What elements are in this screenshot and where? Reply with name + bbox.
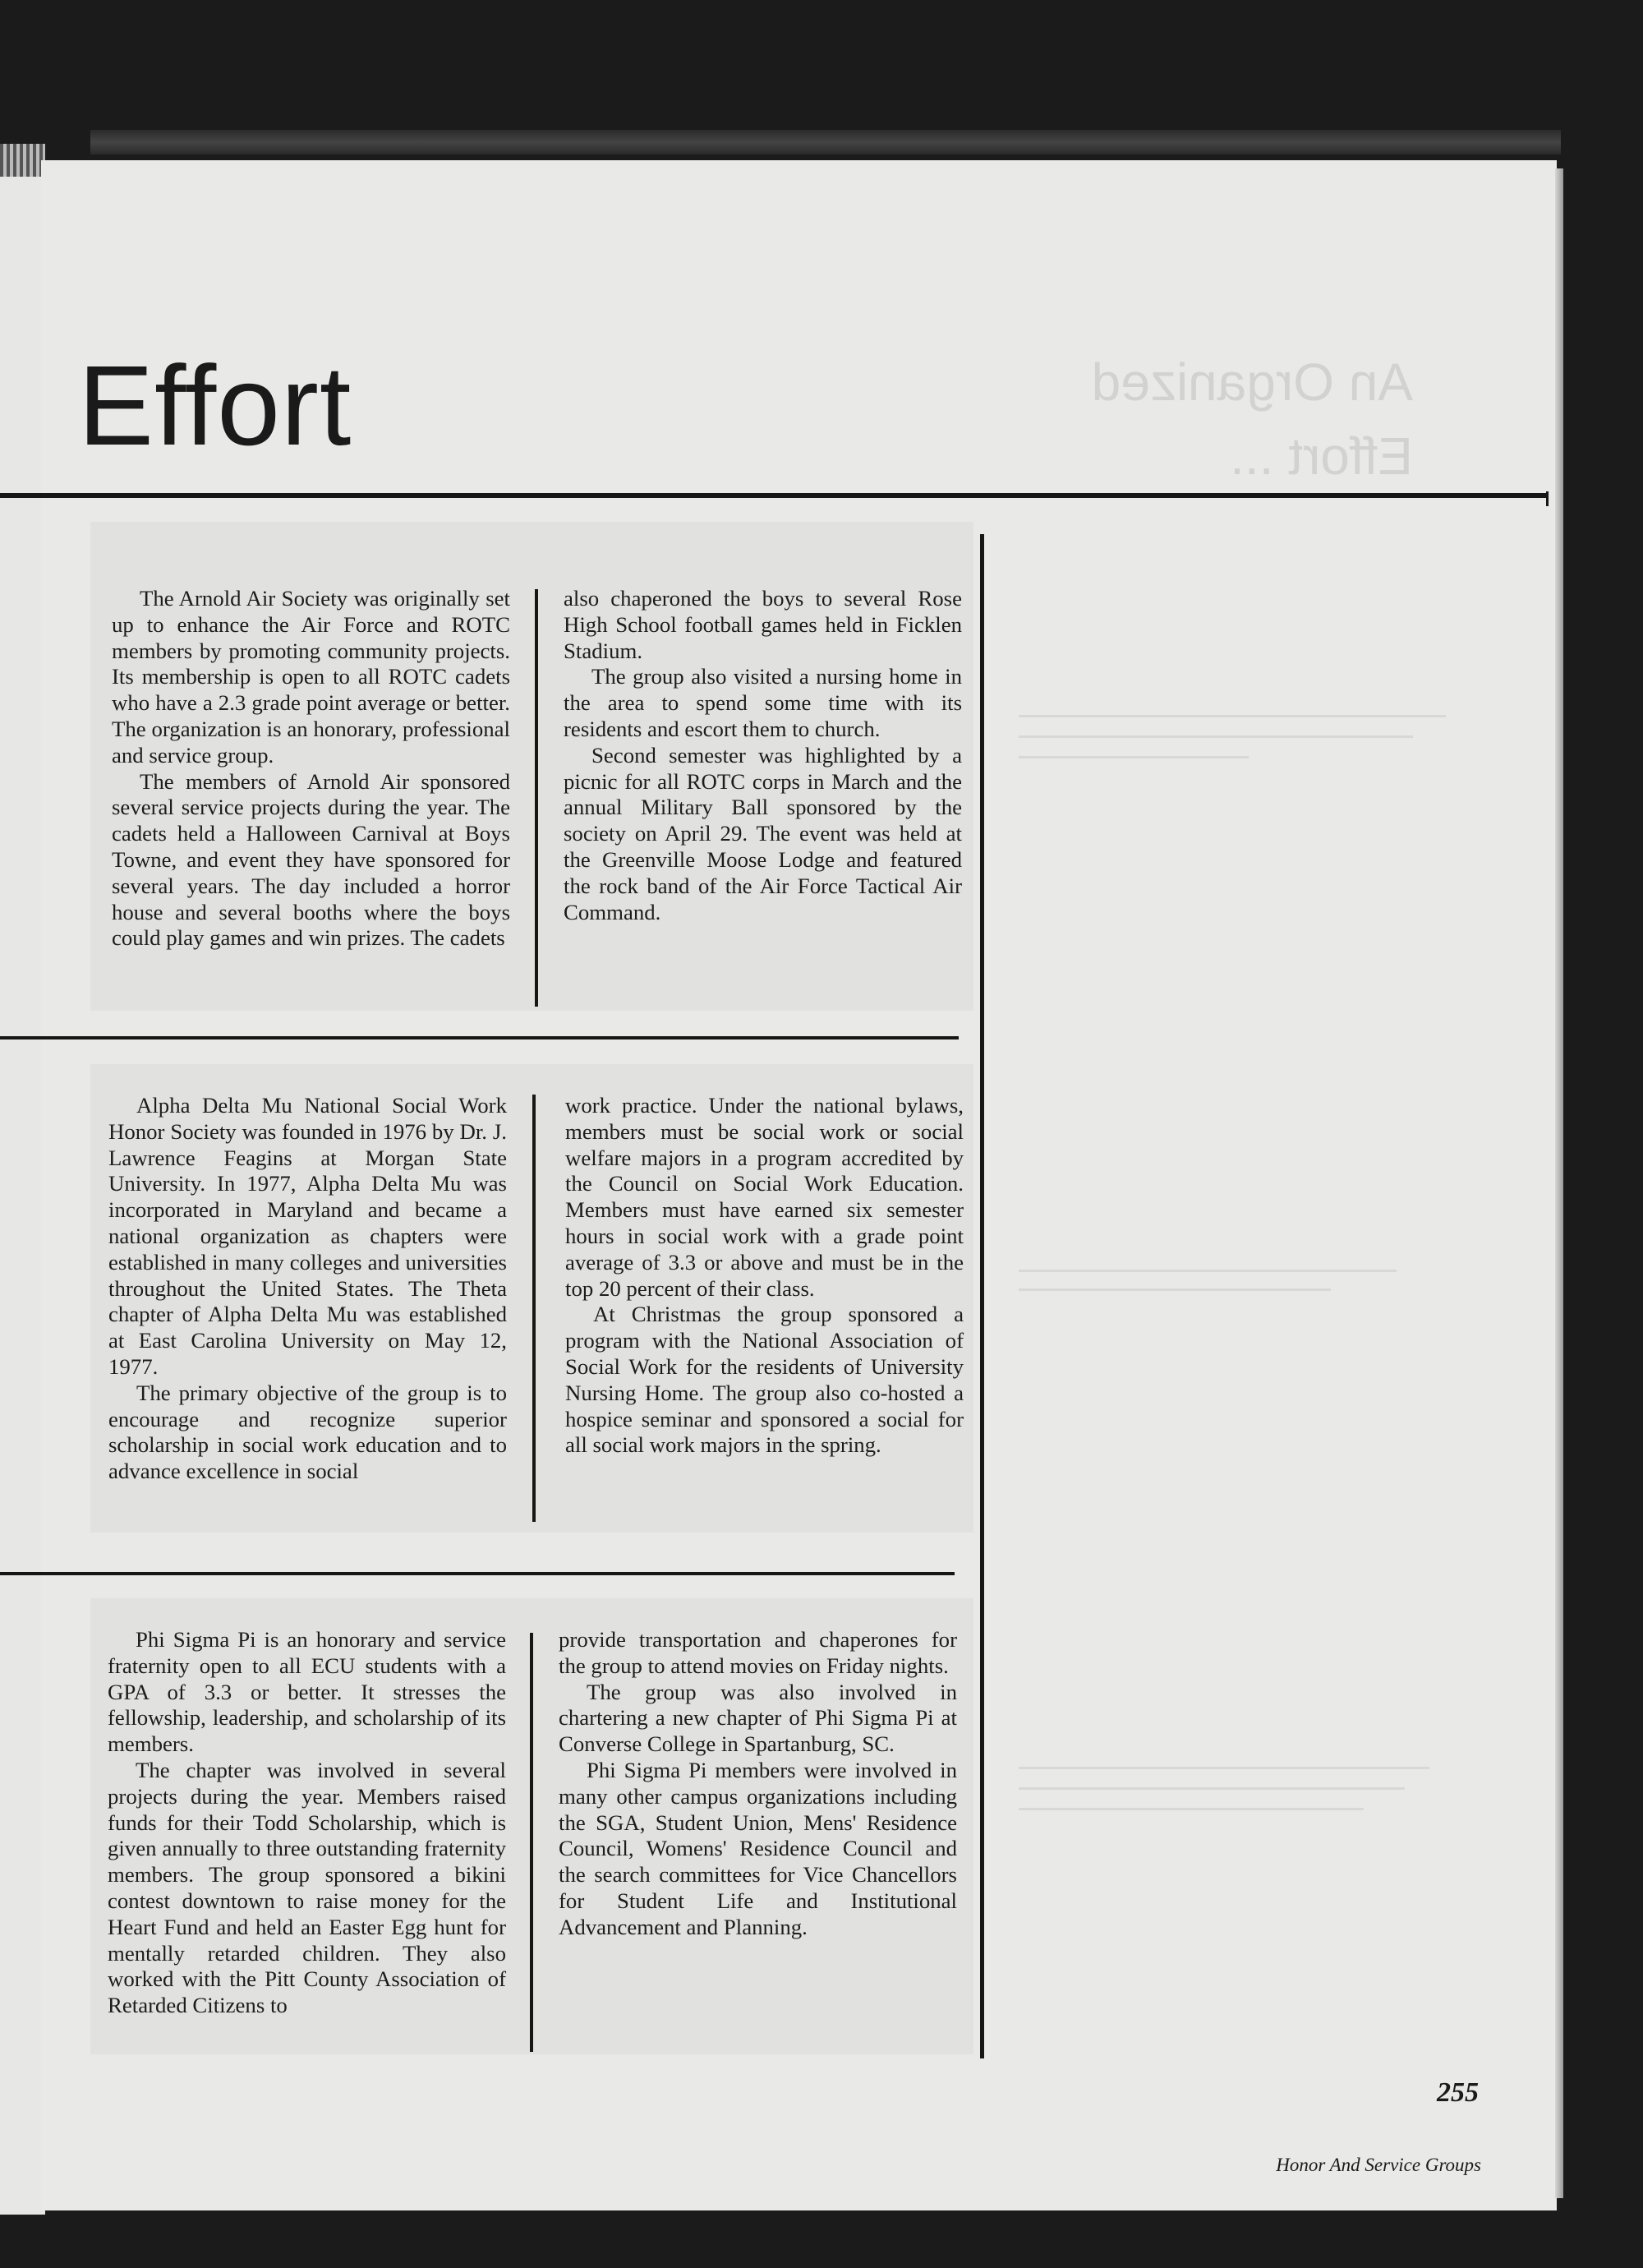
paragraph: The group was also involved in chartering a new chapter of Phi Sigma Pi at Converse College in Spartanburg, SC. (559, 1679, 957, 1757)
paragraph: Alpha Delta Mu National Social Work Honor Society was founded in 1976 by Dr. J. Lawrence Feagins at Morgan State University. In 1977, Alpha Delta Mu was incorporated in Maryland and became a national organization as chapters were established in many colleges and universities throughout the United States. The Theta chapter of Alpha Delta Mu was established at East Carolina University on May 12, 1977. (108, 1093, 507, 1379)
book-binding (0, 144, 45, 177)
bleed-through-line (1019, 756, 1249, 758)
bleed-through-line (1019, 735, 1413, 738)
column-rule (532, 1095, 536, 1522)
paragraph: At Christmas the group sponsored a program with the National Association of Social Work for the residents of University Nursing Home. The group also co-hosted a hospice seminar and sponsored a social for all social work majors in the spring. (565, 1302, 964, 1458)
paragraph: The group also visited a nursing home in the area to spend some time with its residents and escort them to church. (564, 664, 962, 741)
rule-end-tick (1546, 491, 1549, 506)
section-divider (0, 1036, 959, 1040)
section-label: Honor And Service Groups (1276, 2155, 1481, 2175)
headline-rule (0, 493, 1549, 498)
column-rule (530, 1633, 533, 2052)
bleed-through-title: An Organized Effort ... (1091, 353, 1413, 486)
page-number: 255 (1437, 2077, 1479, 2108)
paragraph: Phi Sigma Pi members were involved in many other campus organizations including the SGA, Student Union, Mens' Residence Council, Womens' Residence Council and the search committees for Vice Chancellors for Student Life and Institutional Advancement and Planning. (559, 1757, 957, 1939)
paragraph: work practice. Under the national bylaws, members must be social work or social welfare majors in a program accredited by the Council on Social Work Education. Members must have earned six semester hours in social work with a grade point average of 3.3 or above and must be in the top 20 percent of their class. (565, 1093, 964, 1301)
section-divider (0, 1572, 955, 1575)
section-3-left-column (108, 1627, 506, 2019)
section-1-right-column (564, 586, 962, 925)
paragraph: provide transportation and chaperones for the group to attend movies on Friday nights. (559, 1627, 957, 1678)
page-headline: Effort (78, 343, 352, 469)
paragraph: The members of Arnold Air sponsored several service projects during the year. The cadets held a Halloween Carnival at Boys Towne, and event they have sponsored for several years. The day included a horror house and several booths where the boys could play games and win prizes. The cadets (112, 768, 510, 951)
bleed-through-line (1019, 1767, 1429, 1769)
facing-page-edge (0, 160, 45, 2215)
section-2-left-column (108, 1093, 507, 1485)
section-3-right-column (559, 1627, 957, 1941)
bleed-through-line (1019, 1808, 1364, 1810)
bleed-through-line (1019, 715, 1446, 717)
bleed-through-line (1019, 1787, 1405, 1790)
main-vertical-rule (980, 534, 984, 2058)
section-1-left-column (112, 586, 510, 952)
paragraph: Second semester was highlighted by a picnic for all ROTC corps in March and the annual Military Ball sponsored by the society on April 29. The event was held at the Greenville Moose Lodge and featured the rock band of the Air Force Tactical Air Command. (564, 742, 962, 924)
bleed-through-line (1019, 1288, 1331, 1291)
paragraph: The Arnold Air Society was originally set up to enhance the Air Force and ROTC members by promoting community projects. Its membership is open to all ROTC cadets who have a 2.3 grade point average or better. The organization is an honorary, professional and service group. (112, 586, 510, 768)
paragraph: The primary objective of the group is to encourage and recognize superior scholarship in social work education and to advance excellence in social (108, 1380, 507, 1484)
section-2-right-column (565, 1093, 964, 1459)
paragraph: The chapter was involved in several projects during the year. Members raised funds for their Todd Scholarship, which is given annually to three outstanding fraternity members. The group sponsored a bikini contest downtown to raise money for the Heart Fund and held an Easter Egg hunt for mentally retarded children. They also worked with the Pitt County Association of Retarded Citizens to (108, 1757, 506, 2018)
column-rule (535, 589, 538, 1007)
page-stack-edge (1555, 168, 1563, 2198)
bleed-through-line (1019, 1270, 1397, 1272)
paragraph: also chaperoned the boys to several Rose High School football games held in Ficklen Stadium. (564, 586, 962, 663)
page-top-shadow (90, 130, 1561, 154)
paragraph: Phi Sigma Pi is an honorary and service fraternity open to all ECU students with a GPA of 3.3 or better. It stresses the fellowship, leadership, and scholarship of its members. (108, 1627, 506, 1757)
